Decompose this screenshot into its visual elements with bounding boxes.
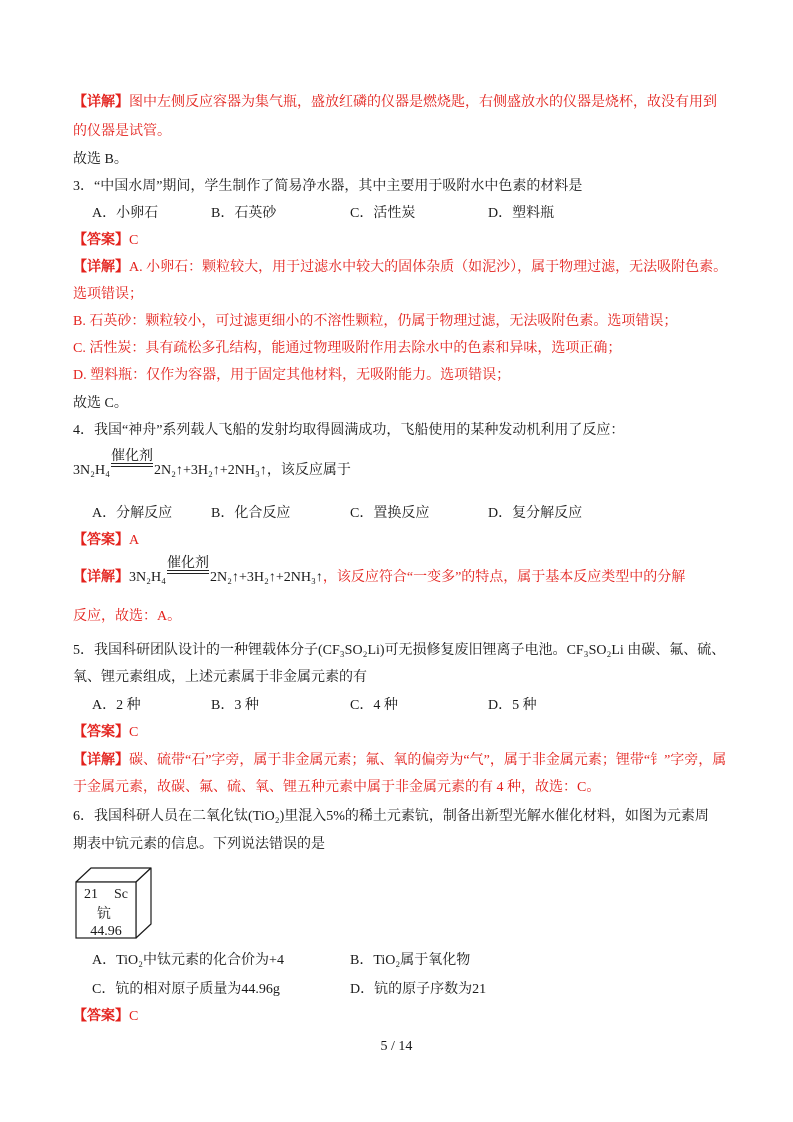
q6-stem-part-2: 里混入5%的稀土元素钪，制备出新型光解水催化材料，如图为元素周 bbox=[284, 809, 709, 824]
q3-explanation-line-4: C. 活性炭：具有疏松多孔结构，能通过物理吸附作用去除水中的色素和异味，选项正确； bbox=[73, 341, 622, 356]
answer-label: 【答案】 bbox=[73, 725, 129, 740]
q5-stem-part-2: 可无损修复废旧锂离子电池。 bbox=[384, 643, 567, 658]
q3-explanation-line-5: D. 塑料瓶：仅作为容器，用于固定其他材料，无吸附能力。选项错误； bbox=[73, 368, 511, 383]
element-name: 钪 bbox=[97, 907, 111, 922]
explanation-text: 碳、硫带“石”字旁，属于非金属元素；氟、氧的偏旁为“气”，属于非金属元素；锂带“钅”字旁，属 bbox=[129, 753, 727, 768]
q6-option-d: D．钪的原子序数为21 bbox=[350, 982, 487, 997]
scandium-element-card bbox=[70, 862, 160, 944]
equation-products: 2N₂↑+3H₂↑+2NH₃↑ bbox=[209, 570, 323, 585]
q6-answer bbox=[73, 1007, 138, 1027]
q3-options bbox=[0, 204, 793, 224]
catalyst-label: 催化剂 bbox=[166, 556, 209, 571]
q4-stem: 4．我国“神舟”系列载人飞船的发射均取得圆满成功，飞船使用的某种发动机利用了反应： bbox=[73, 423, 625, 438]
reaction-equation bbox=[73, 449, 267, 478]
double-line-sign bbox=[111, 463, 153, 467]
q3-answer bbox=[73, 231, 138, 251]
q5-formula: CF₃SO₂Li bbox=[566, 643, 624, 658]
q3-explanation-line-2: 选项错误； bbox=[73, 287, 143, 302]
q5-option-c: C．4 种 bbox=[350, 698, 398, 713]
equation-products: 2N₂↑+3H₂↑+2NH₃↑ bbox=[153, 463, 267, 478]
q2-conclusion: 故选 B。 bbox=[73, 152, 128, 167]
q3-explanation-line-1 bbox=[73, 258, 727, 278]
q6-option-b: B．TiO₂属于氧化物 bbox=[350, 953, 471, 968]
q4-option-a: A．分解反应 bbox=[92, 506, 173, 521]
explanation-text: 图中左侧反应容器为集气瓶，盛放红磷的仪器是燃烧匙，右侧盛放水的仪器是烧杯，故没有用到 bbox=[129, 95, 717, 110]
explanation-text: ，该反应符合“一变多”的特点，属于基本反应类型中的分解 bbox=[322, 570, 686, 585]
q5-answer bbox=[73, 723, 138, 743]
element-symbol: Sc bbox=[114, 887, 128, 902]
explanation-label: 【详解】 bbox=[73, 260, 129, 275]
answer-label: 【答案】 bbox=[73, 1009, 129, 1024]
q5-stem-line-1 bbox=[73, 641, 725, 661]
answer-label: 【答案】 bbox=[73, 233, 129, 248]
q2-explanation-line-2: 的仪器是试管。 bbox=[73, 124, 171, 139]
double-line-sign bbox=[167, 570, 209, 574]
answer-value: A bbox=[129, 533, 140, 548]
equation-reactant: 3N₂H₄ bbox=[73, 463, 110, 478]
equation-reactant: 3N₂H₄ bbox=[129, 570, 166, 585]
q5-option-a: A．2 种 bbox=[92, 698, 141, 713]
q6-stem-part-1: 6．我国科研人员在二氧化钛 bbox=[73, 809, 248, 824]
q6-stem-line-1 bbox=[73, 807, 709, 827]
reaction-condition bbox=[166, 556, 210, 588]
q5-explanation-line-2: 于金属元素，故碳、氟、硫、氧、锂五种元素中属于非金属元素的有 4 种，故选：C。 bbox=[73, 780, 601, 795]
q4-options bbox=[0, 504, 793, 524]
q6-formula-parenthesized: (TiO₂) bbox=[248, 809, 285, 824]
q6-option-a: A．TiO₂中钛元素的化合价为+4 bbox=[92, 953, 284, 968]
q4-explanation-line-2: 反应，故选：A。 bbox=[73, 609, 182, 624]
q5-explanation-line-1 bbox=[73, 751, 726, 771]
q6-options-row-1 bbox=[0, 951, 793, 971]
explanation-text: A. 小卵石：颗粒较大，用于过滤水中较大的固体杂质（如泥沙），属于物理过滤，无法吸附色素。 bbox=[129, 260, 728, 275]
q4-option-c: C．置换反应 bbox=[350, 506, 430, 521]
q5-stem-line-2: 氧、锂元素组成，上述元素属于非金属元素的有 bbox=[73, 670, 367, 685]
reaction-condition bbox=[110, 449, 154, 481]
q6-options-row-2 bbox=[0, 980, 793, 1000]
q3-option-d: D．塑料瓶 bbox=[488, 206, 555, 221]
q3-option-b: B．石英砂 bbox=[211, 206, 277, 221]
reaction-equation bbox=[129, 556, 323, 585]
q3-option-a: A．小卵石 bbox=[92, 206, 159, 221]
page-number: 5 / 14 bbox=[380, 1039, 413, 1054]
answer-label: 【答案】 bbox=[73, 533, 129, 548]
q3-explanation-line-3: B. 石英砂：颗粒较小，可过滤更细小的不溶性颗粒，仍属于物理过滤，无法吸附色素。选项错误； bbox=[73, 314, 678, 329]
q6-stem-line-2: 期表中钪元素的信息。下列说法错误的是 bbox=[73, 837, 325, 852]
q6-option-c: C．钪的相对原子质量为44.96g bbox=[92, 982, 280, 997]
q5-option-b: B．3 种 bbox=[211, 698, 259, 713]
explanation-label: 【详解】 bbox=[73, 95, 129, 110]
q3-conclusion: 故选 C。 bbox=[73, 396, 128, 411]
answer-value: C bbox=[129, 725, 139, 740]
explanation-label: 【详解】 bbox=[73, 753, 129, 768]
q3-stem: 3．“中国水周”期间，学生制作了简易净水器，其中主要用于吸附水中色素的材料是 bbox=[73, 179, 583, 194]
q5-formula-parenthesized: (CF₃SO₂Li) bbox=[318, 643, 385, 658]
q4-option-d: D．复分解反应 bbox=[488, 506, 583, 521]
atomic-number: 21 bbox=[84, 887, 98, 902]
q3-option-c: C．活性炭 bbox=[350, 206, 416, 221]
catalyst-label: 催化剂 bbox=[110, 449, 153, 464]
answer-value: C bbox=[129, 1009, 139, 1024]
q4-equation-line bbox=[73, 449, 351, 481]
explanation-label: 【详解】 bbox=[73, 570, 129, 585]
atomic-mass: 44.96 bbox=[90, 924, 122, 939]
answer-value: C bbox=[129, 233, 139, 248]
q2-explanation-line-1 bbox=[73, 93, 717, 113]
q4-answer bbox=[73, 531, 139, 551]
q5-option-d: D．5 种 bbox=[488, 698, 537, 713]
q4-explanation-line-1 bbox=[73, 556, 686, 588]
q4-option-b: B．化合反应 bbox=[211, 506, 291, 521]
q4-stem-suffix: ，该反应属于 bbox=[266, 463, 351, 478]
q5-stem-part-1: 5．我国科研团队设计的一种锂载体分子 bbox=[73, 643, 318, 658]
q5-options bbox=[0, 696, 793, 716]
q5-stem-part-3: 由碳、氟、硫、 bbox=[623, 643, 726, 658]
